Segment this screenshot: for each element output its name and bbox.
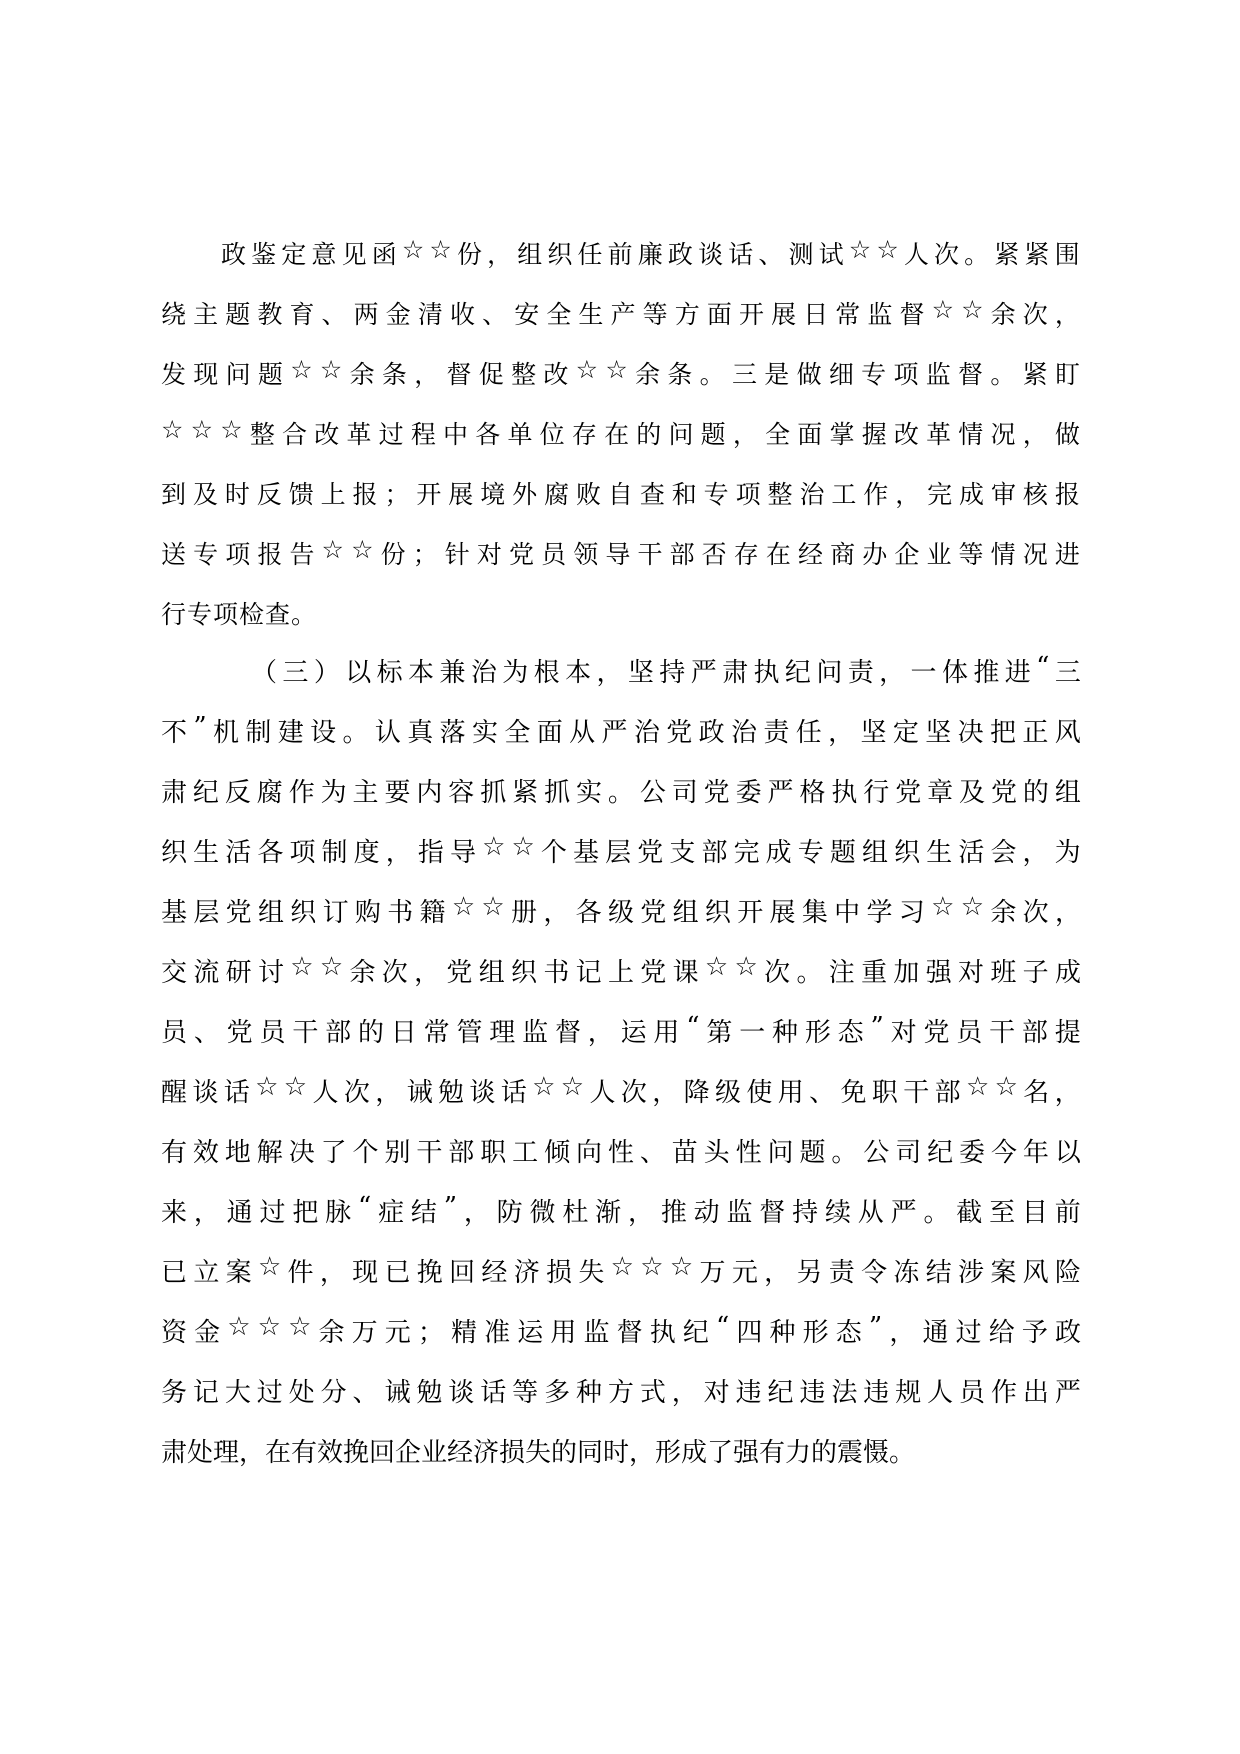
text-line: 醒 谈 话 ☆ ☆ 人 次 ， 诫 勉 谈 话 ☆ ☆ 人 次 ， 降 级 使 用 、 免 职 干 部 ☆ ☆ 名 ，: [161, 1072, 1081, 1108]
text-line: 交 流 研 讨 ☆ ☆ 余 次 ， 党 组 织 书 记 上 党 课 ☆ ☆ 次 。 注 重 加 强 对 班 子 成: [161, 952, 1081, 988]
text-line: ☆ ☆ ☆ 整 合 改 革 过 程 中 各 单 位 存 在 的 问 题 ， 全 面 掌 握 改 革 情 况 ， 做: [161, 415, 1081, 449]
text-line: 绕 主 题 教 育 、 两 金 清 收 、 安 全 生 产 等 方 面 开 展 日 常 监 督 ☆ ☆ 余 次 ，: [161, 295, 1081, 329]
text-line: 织 生 活 各 项 制 度 ， 指 导 ☆ ☆ 个 基 层 党 支 部 完 成 专 题 组 织 生 活 会 ， 为: [161, 832, 1081, 868]
text-line: 已 立 案 ☆ 件 ， 现 已 挽 回 经 济 损 失 ☆ ☆ ☆ 万 元 ， 另 责 令 冻 结 涉 案 风 险: [161, 1252, 1081, 1288]
section-heading-line: （ 三 ） 以 标 本 兼 治 为 根 本 ， 坚 持 严 肃 执 纪 问 责 ， 一 体 推 进 “ 三: [251, 652, 1081, 688]
text-line: 到 及 时 反 馈 上 报 ； 开 展 境 外 腐 败 自 查 和 专 项 整 治 工 作 ， 完 成 审 核 报: [161, 480, 1081, 509]
text-line: 肃 纪 反 腐 作 为 主 要 内 容 抓 紧 抓 实 。 公 司 党 委 严 格 执 行 党 章 及 党 的 组: [161, 778, 1081, 808]
text-line: 发 现 问 题 ☆ ☆ 余 条 ， 督 促 整 改 ☆ ☆ 余 条 。 三 是 做 细 专 项 监 督 。 紧 盯: [161, 355, 1081, 389]
text-line: 不 ” 机 制 建 设 。 认 真 落 实 全 面 从 严 治 党 政 治 责 任 ， 坚 定 坚 决 把 正 风: [161, 712, 1081, 748]
text-line: 行专项检查。: [161, 600, 318, 629]
text-line: 肃处理，在有效挽回企业经济损失的同时，形成了强有力的震慑。: [161, 1438, 916, 1468]
text-line: 员 、 党 员 干 部 的 日 常 管 理 监 督 ， 运 用 “ 第 一 种 形 态 ” 对 党 员 干 部 提: [161, 1012, 1081, 1048]
text-line: 务 记 大 过 处 分 、 诫 勉 谈 话 等 多 种 方 式 ， 对 违 纪 违 法 违 规 人 员 作 出 严: [161, 1378, 1081, 1408]
text-line: 送 专 项 报 告 ☆ ☆ 份 ； 针 对 党 员 领 导 干 部 否 存 在 经 商 办 企 业 等 情 况 进: [161, 535, 1081, 569]
text-line: 政 鉴 定 意 见 函 ☆ ☆ 份 ， 组 织 任 前 廉 政 谈 话 、 测 试 ☆ ☆ 人 次 。 紧 紧 围: [221, 235, 1081, 269]
text-line: 基 层 党 组 织 订 购 书 籍 ☆ ☆ 册 ， 各 级 党 组 织 开 展 集 中 学 习 ☆ ☆ 余 次 ，: [161, 892, 1081, 928]
text-line: 来 ， 通 过 把 脉 “ 症 结 ” ， 防 微 杜 渐 ， 推 动 监 督 持 续 从 严 。 截 至 目 前: [161, 1192, 1081, 1228]
text-line: 资 金 ☆ ☆ ☆ 余 万 元 ； 精 准 运 用 监 督 执 纪 “ 四 种 形 态 ” ， 通 过 给 予 政: [161, 1312, 1081, 1348]
text-line: 有 效 地 解 决 了 个 别 干 部 职 工 倾 向 性 、 苗 头 性 问 题 。 公 司 纪 委 今 年 以: [161, 1138, 1081, 1168]
